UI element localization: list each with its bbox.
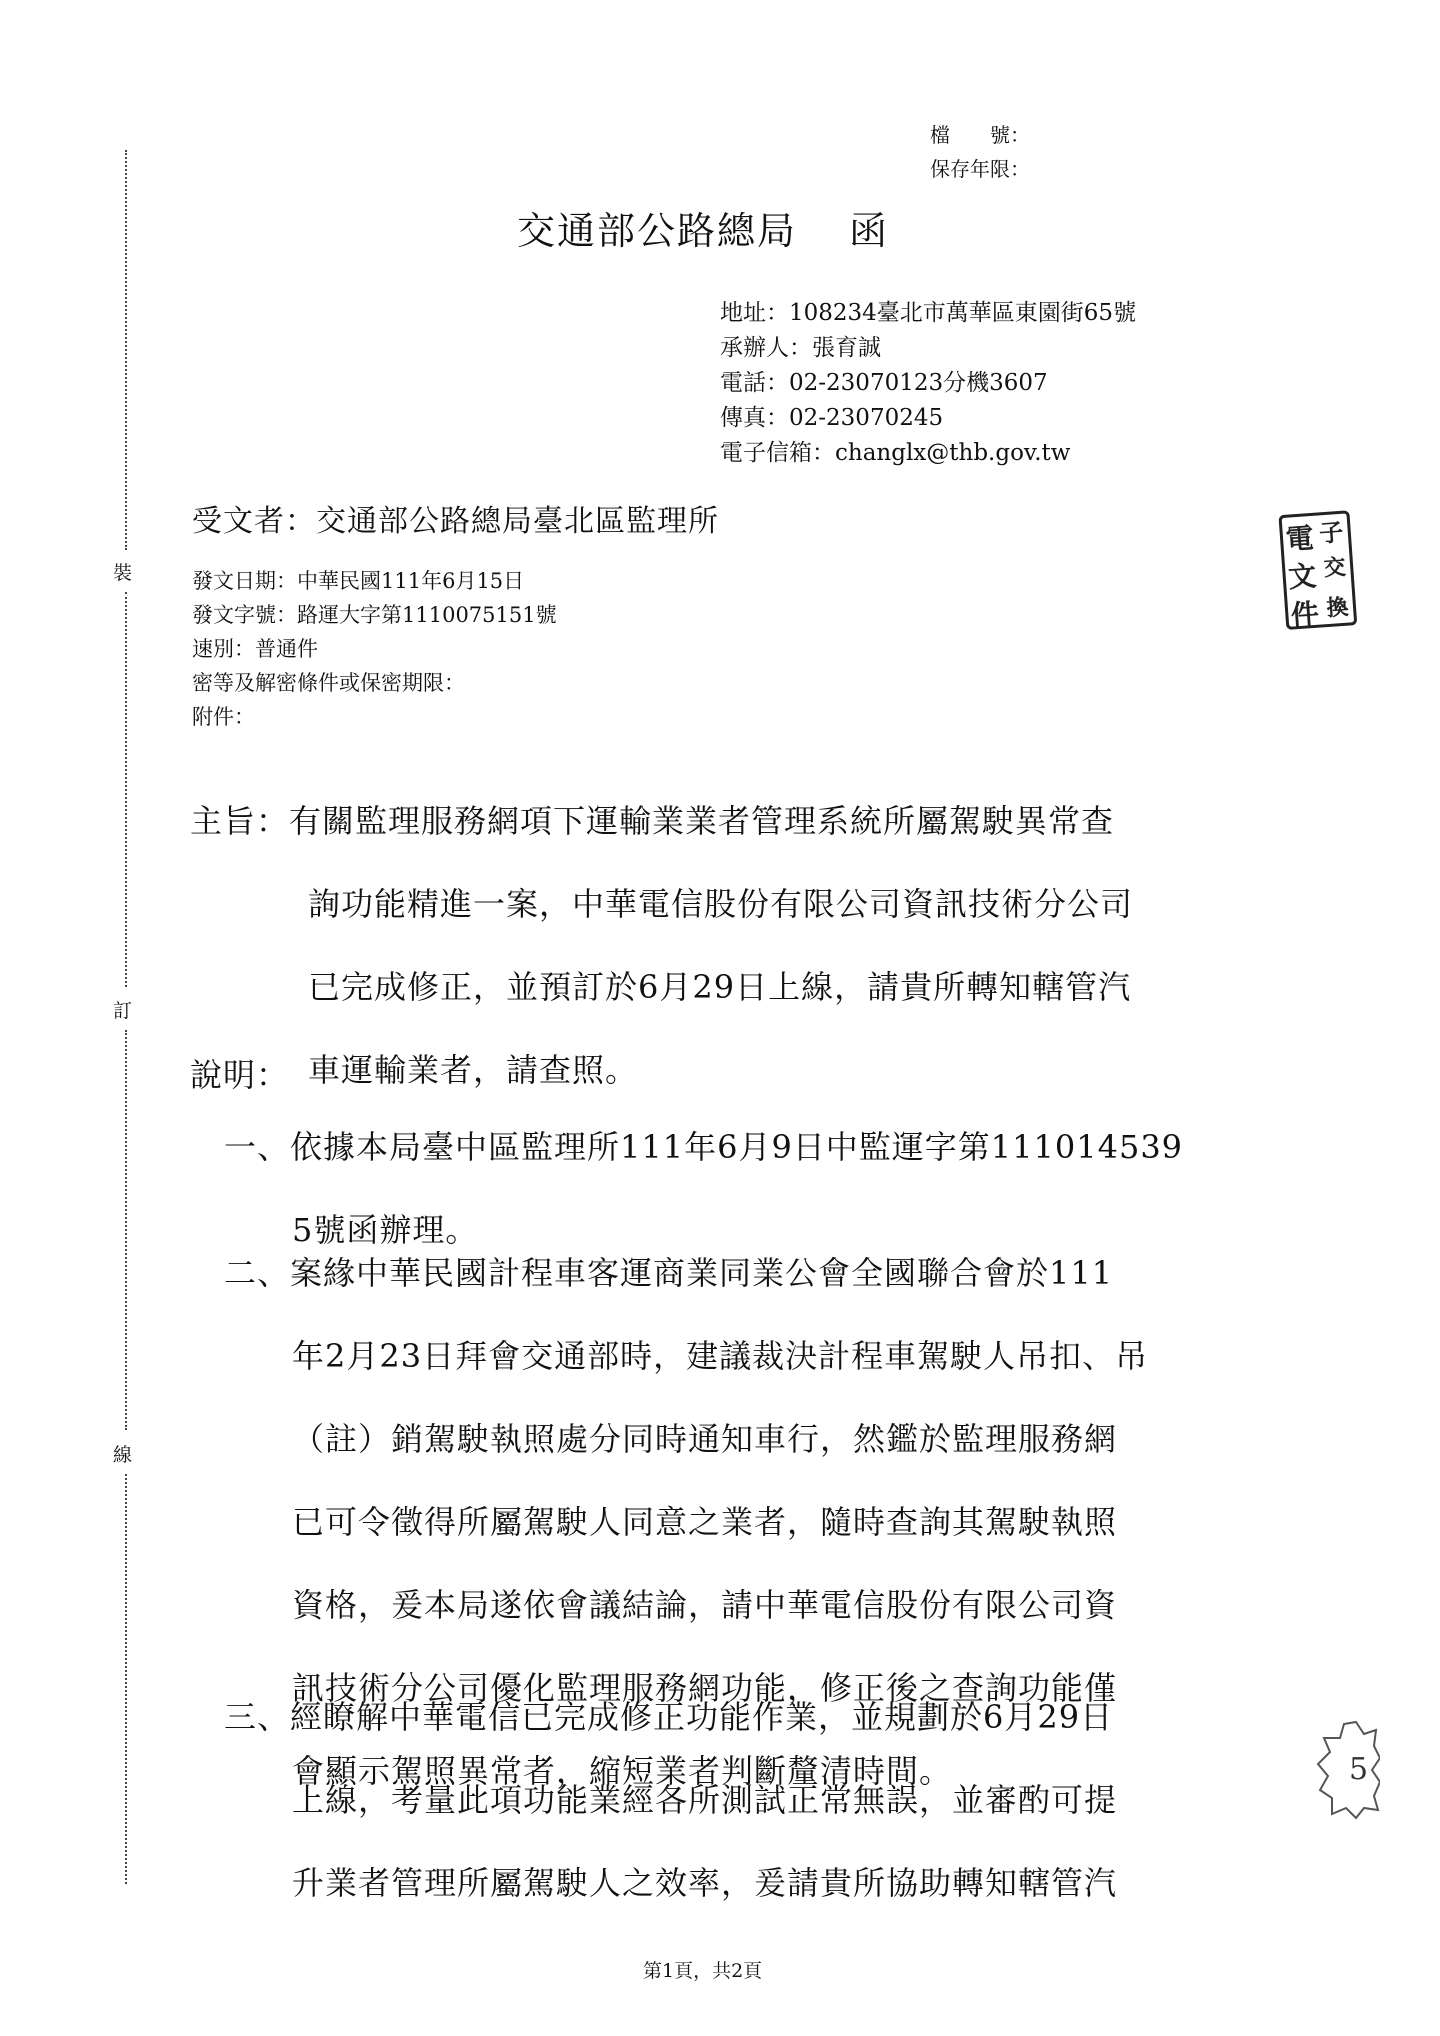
contact-block [720, 296, 1136, 471]
stamp-char-1: 電 [1284, 521, 1315, 557]
item-line: 資格，爰本局遂依會議結論，請中華電信股份有限公司資 [292, 1586, 1118, 1624]
seal-burst-icon [1316, 1720, 1380, 1820]
binding-dotted-line-3 [125, 1030, 127, 1430]
item-line: 升業者管理所屬駕駛人之效率，爰請貴所協助轉知轄管汽 [292, 1864, 1118, 1902]
stamp-char-5: 件 [1289, 597, 1321, 633]
file-meta [930, 118, 1030, 186]
binding-mark-middle: 訂 [113, 1000, 133, 1022]
subject-line: 車運輸業者，請查照。 [308, 1051, 639, 1089]
item-line: 會顯示駕照異常者，縮短業者判斷釐清時間。 [292, 1752, 953, 1790]
document-title [517, 200, 889, 255]
subject-line: 已完成修正，並預訂於6月29日上線，請貴所轉知轄管汽 [308, 968, 1132, 1006]
item-line: 5號函辦理。 [292, 1211, 479, 1249]
seal-number: 5 [1349, 1752, 1369, 1787]
document-type: 函 [849, 209, 890, 253]
stamp-char-2: 子 [1318, 517, 1345, 548]
subject-paragraph [190, 780, 1133, 1112]
item-line: 訊技術分公司優化監理服務網功能，修正後之查詢功能僅 [292, 1669, 1118, 1707]
phone: 電話：02-23070123分機3607 [720, 370, 1048, 396]
item-line: 一、依據本局臺中區監理所111年6月9日中監運字第111014539 [224, 1128, 1184, 1166]
page-number: 第1頁，共2頁 [643, 1960, 763, 1982]
electronic-exchange-stamp [1278, 510, 1361, 635]
secrecy-level: 密等及解密條件或保密期限： [192, 671, 465, 695]
stamp-char-6: 換 [1325, 594, 1350, 622]
agency-name: 交通部公路總局 [517, 209, 798, 253]
explanation-heading: 說明： [190, 1056, 290, 1094]
binding-mark-bottom: 線 [113, 1444, 133, 1466]
item-line: 三、經瞭解中華電信已完成修正功能作業，並規劃於6月29日 [224, 1698, 1114, 1736]
item-line: 年2月23日拜會交通部時，建議裁決計程車駕駛人吊扣、吊 [292, 1337, 1149, 1375]
item-line: 上線，考量此項功能業經各所測試正常無誤，並審酌可提 [292, 1781, 1118, 1819]
subject-line: 詢功能精進一案，中華電信股份有限公司資訊技術分公司 [308, 885, 1134, 923]
file-number-label: 檔 號： [930, 123, 1030, 147]
address: 地址：108234臺北市萬華區東園街65號 [720, 300, 1137, 326]
handler: 承辦人：張育誠 [720, 335, 881, 361]
item-line: （註）銷駕駛執照處分同時通知車行，然鑑於監理服務網 [292, 1420, 1118, 1458]
attachment: 附件： [192, 705, 255, 729]
subject-line: 主旨：有關監理服務網項下運輸業業者管理系統所屬駕駛異常查 [190, 802, 1115, 840]
binding-mark-top: 裝 [113, 562, 133, 584]
retention-period-label: 保存年限： [930, 157, 1030, 181]
binding-dotted-line-2 [125, 592, 127, 987]
binding-dotted-line-4 [125, 1474, 127, 1884]
recipient: 受文者：交通部公路總局臺北區監理所 [192, 504, 719, 539]
document-number: 發文字號：路運大字第1110075151號 [192, 603, 557, 627]
explanation-item-3 [224, 1676, 1117, 1925]
delivery-speed: 速別：普通件 [192, 637, 318, 661]
item-line: 已可令徵得所屬駕駛人同意之業者，隨時查詢其駕駛執照 [292, 1503, 1118, 1541]
issue-date: 發文日期：中華民國111年6月15日 [192, 569, 525, 593]
page-seal [1316, 1720, 1380, 1820]
fax: 傳真：02-23070245 [720, 405, 944, 431]
binding-dotted-line-1 [125, 150, 127, 550]
stamp-char-4: 交 [1322, 554, 1347, 582]
stamp-char-3: 文 [1287, 559, 1318, 595]
email: 電子信箱：changlx@thb.gov.tw [720, 440, 1071, 466]
document-meta [192, 564, 557, 734]
item-line: 二、案緣中華民國計程車客運商業同業公會全國聯合會於111 [224, 1254, 1114, 1292]
